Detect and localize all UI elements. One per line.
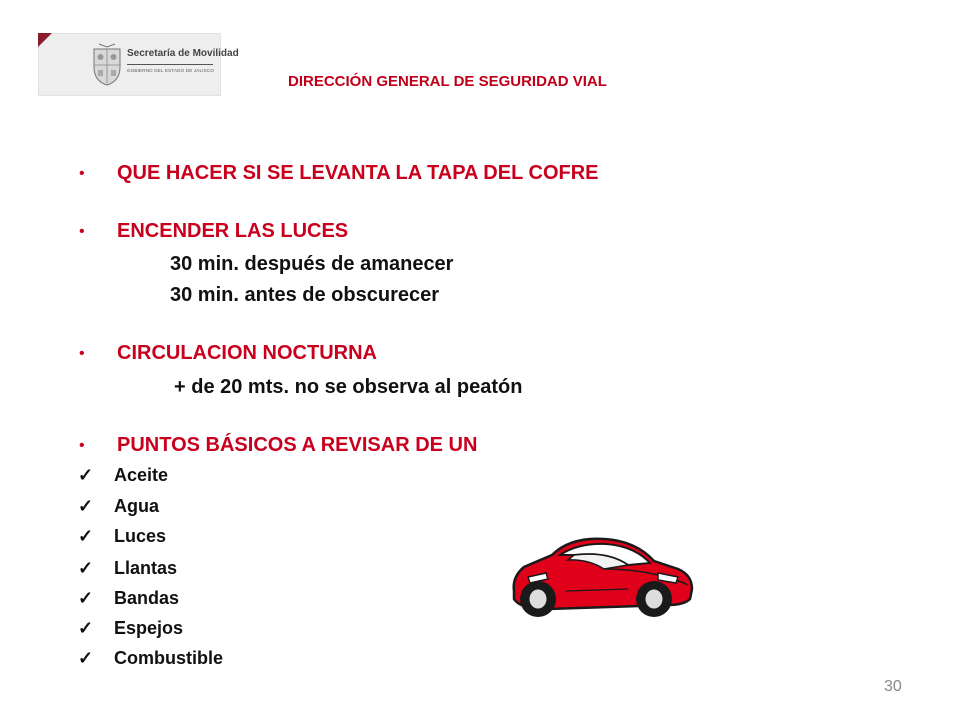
- checkmark-icon: ✓: [78, 465, 94, 485]
- section-title-lights: ENCENDER LAS LUCES: [117, 220, 349, 242]
- checkmark-icon: ✓: [78, 526, 94, 546]
- coat-of-arms-icon: [91, 43, 123, 87]
- bullet-icon: •: [79, 437, 85, 454]
- logo-title: Secretaría de Movilidad: [127, 48, 239, 59]
- check-item: [78, 496, 159, 517]
- section-title-hood: QUE HACER SI SE LEVANTA LA TAPA DEL COFRE: [117, 162, 599, 184]
- bullet-icon: •: [79, 165, 85, 182]
- night-line-1: + de 20 mts. no se observa al peatón: [174, 376, 523, 398]
- section-title-checks: PUNTOS BÁSICOS A REVISAR DE UN: [117, 434, 478, 456]
- logo-subtitle: GOBIERNO DEL ESTADO DE JALISCO: [127, 68, 215, 73]
- check-item-label: Luces: [114, 526, 167, 546]
- logo-box: [38, 33, 239, 96]
- lights-line-1: 30 min. después de amanecer: [170, 253, 454, 275]
- check-item: [78, 558, 177, 579]
- logo-divider: [127, 64, 213, 65]
- section-title-night: CIRCULACION NOCTURNA: [117, 342, 377, 364]
- check-item: [78, 465, 168, 486]
- checkmark-icon: ✓: [78, 496, 94, 516]
- checkmark-icon: ✓: [78, 618, 94, 638]
- check-item-label: Agua: [114, 496, 159, 516]
- check-item: [78, 648, 223, 669]
- lights-line-2: 30 min. antes de obscurecer: [170, 284, 440, 306]
- bullet-icon: •: [79, 223, 85, 240]
- check-item-label: Combustible: [114, 648, 224, 668]
- check-item: [78, 526, 166, 547]
- logo-corner-accent: [38, 33, 52, 47]
- page-number: 30: [884, 678, 902, 695]
- checkmark-icon: ✓: [78, 588, 94, 608]
- red-car-icon: [508, 533, 696, 621]
- check-item: [78, 618, 183, 639]
- bullet-icon: •: [79, 345, 85, 362]
- check-item: [78, 588, 179, 609]
- check-item-label: Bandas: [114, 588, 180, 608]
- check-item-label: Aceite: [114, 465, 169, 485]
- check-item-label: Espejos: [114, 618, 184, 638]
- checkmark-icon: ✓: [78, 558, 94, 578]
- checkmark-icon: ✓: [78, 648, 94, 668]
- page-header: DIRECCIÓN GENERAL DE SEGURIDAD VIAL: [288, 73, 607, 90]
- check-item-label: Llantas: [114, 558, 178, 578]
